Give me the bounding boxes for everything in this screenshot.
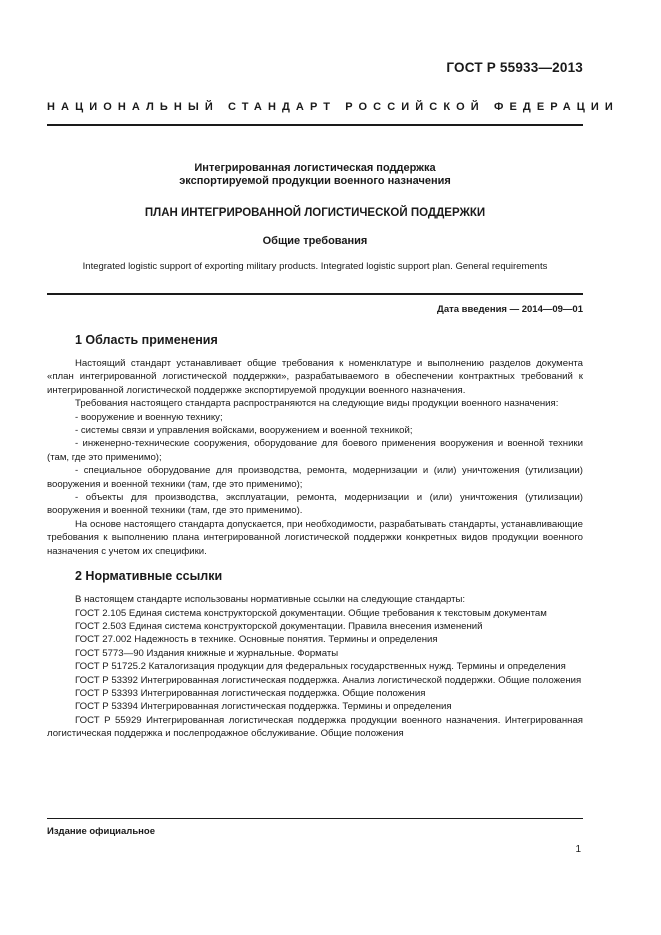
- document-title: ПЛАН ИНТЕГРИРОВАННОЙ ЛОГИСТИЧЕСКОЙ ПОДДЕРЖКИ: [144, 207, 486, 219]
- list-item: - специальное оборудование для производства, ремонта, модернизации и (или) уничтожения (утилизации) вооружения и военной техники (там, где это применимо);: [47, 465, 583, 490]
- paragraph: В настоящем стандарте использованы нормативные ссылки на следующие стандарты:: [75, 594, 466, 606]
- list-item: - системы связи и управления войсками, вооружением и военной техникой;: [75, 425, 413, 437]
- introduction-date: Дата введения — 2014—09—01: [437, 304, 583, 315]
- title-english: Integrated logistic support of exporting military products. Integrated logistic support plan. General requirements: [82, 261, 548, 272]
- top-divider: [47, 124, 583, 126]
- reference-item: ГОСТ 5773—90 Издания книжные и журнальные. Форматы: [75, 647, 339, 659]
- reference-item: ГОСТ 27.002 Надежность в технике. Основные понятия. Термины и определения: [75, 634, 438, 646]
- reference-item: ГОСТ Р 53393 Интегрированная логистическая поддержка. Общие положения: [75, 687, 426, 699]
- section-normative-references: [47, 569, 583, 740]
- title-ru: [47, 162, 583, 188]
- reference-item: ГОСТ Р 53392 Интегрированная логистическая поддержка. Анализ логистической поддержки. Общие положения: [75, 674, 582, 686]
- paragraph: Требования настоящего стандарта распространяются на следующие виды продукции военного назначения:: [75, 398, 559, 410]
- national-standard-header: НАЦИОНАЛЬНЫЙ СТАНДАРТ РОССИЙСКОЙ ФЕДЕРАЦИИ: [47, 101, 619, 113]
- document-body: [47, 333, 583, 741]
- reference-item: ГОСТ Р 53394 Интегрированная логистическая поддержка. Термины и определения: [75, 701, 452, 713]
- section-heading-references: 2 Нормативные ссылки: [75, 569, 223, 584]
- page-number: 1: [575, 844, 581, 855]
- section-scope: [47, 333, 583, 558]
- reference-item: ГОСТ 2.105 Единая система конструкторской документации. Общие требования к текстовым документам: [75, 607, 547, 619]
- gost-number: ГОСТ Р 55933—2013: [446, 60, 583, 75]
- list-item: - инженерно-технические сооружения, оборудование для боевого применения вооружения и военной техники (там, где это применимо);: [47, 438, 583, 463]
- bottom-divider: [47, 818, 583, 819]
- edition-note: Издание официальное: [47, 826, 155, 837]
- title-ru-line-2: экспортируемой продукции военного назначения: [179, 175, 451, 187]
- title-block: [47, 162, 583, 272]
- section-heading-scope: 1 Область применения: [75, 333, 218, 347]
- reference-item: ГОСТ Р 51725.2 Каталогизация продукции для федеральных государственных нужд. Термины и определения: [75, 661, 566, 673]
- document-subtitle: Общие требования: [262, 235, 368, 247]
- list-item: - объекты для производства, эксплуатации, ремонта, модернизации и (или) уничтожения (утилизации) вооружения и военной техники (там, где это применимо).: [47, 492, 583, 517]
- reference-item: ГОСТ 2.503 Единая система конструкторской документации. Правила внесения изменений: [75, 620, 483, 632]
- paragraph: На основе настоящего стандарта допускается, при необходимости, разрабатывать стандарты, устанавливающие требования к выполнению плана интегрированной логистической поддержки конкретных видов продукции военного назначения с учетом их специфики.: [47, 518, 583, 557]
- reference-item: ГОСТ Р 55929 Интегрированная логистическая поддержка продукции военного назначения. Интегрированная логистическая поддержка и послепродажное обслуживание. Общие положения: [47, 714, 583, 740]
- title-ru-line-1: Интегрированная логистическая поддержка: [194, 162, 436, 174]
- middle-divider: [47, 293, 583, 295]
- paragraph: Настоящий стандарт устанавливает общие требования к номенклатуре и выполнению разделов документа «план интегрированной логистической поддержки», разрабатываемого в обеспечении контрактных требований к интегрированной логистической поддержке экспортируемой продукции военного назначения.: [47, 358, 583, 396]
- list-item: - вооружение и военную технику;: [75, 411, 223, 423]
